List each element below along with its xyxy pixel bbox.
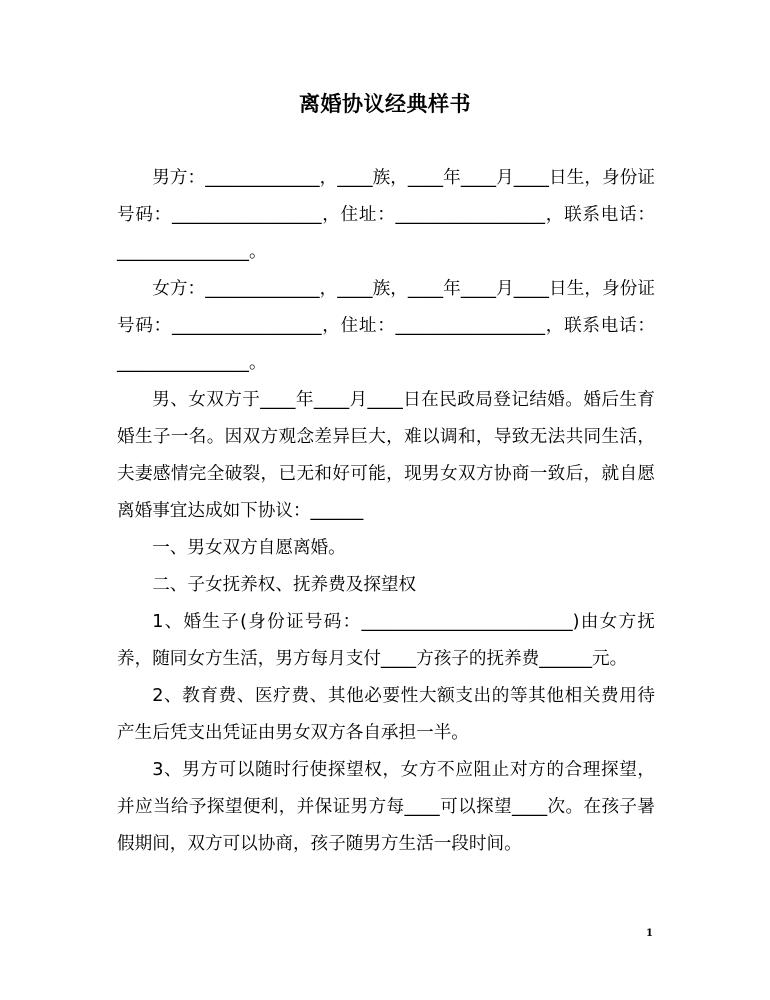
paragraph-marriage-background: 男、女双方于____年____月____日在民政局登记结婚。婚后生育婚生子一名。因双方观念差异巨大，难以调和，导致无法共同生活，夫妻感情完全破裂，已无和好可能，现男女双方协商一致后，就自愿离婚事宜达成如下协议：______ [117,390,655,521]
document-title: 离婚协议经典样书 [299,92,471,116]
paragraph-clause-1: 一、男女双方自愿离婚。 [152,538,346,558]
document-body [117,160,655,863]
paragraph-clause-2-heading: 二、子女抚养权、抚养费及探望权 [152,575,417,595]
paragraph-male-party: 男方：_____________，____族，____年____月____日生，身份证号码：_________________，住址：_________________，联系电话：_______________。 [117,168,655,262]
paragraph-clause-2-3: 3、男方可以随时行使探望权，女方不应阻止对方的合理探望，并应当给予探望便利，并保证男方每____可以探望____次。在孩子暑假期间，双方可以协商，孩子随男方生活一段时间。 [117,760,655,854]
paragraph-clause-2-2: 2、教育费、医疗费、其他必要性大额支出的等其他相关费用待产生后凭支出凭证由男女双方各自承担一半。 [117,686,655,743]
paragraph-clause-2-1: 1、婚生子(身份证号码：________________________)由女方抚养，随同女方生活，男方每月支付____方孩子的抚养费______元。 [117,612,655,669]
page-number: 1 [646,928,653,939]
paragraph-female-party: 女方：_____________，____族，____年____月____日生，身份证号码：_________________，住址：_________________，联系电话：_______________。 [117,279,655,373]
